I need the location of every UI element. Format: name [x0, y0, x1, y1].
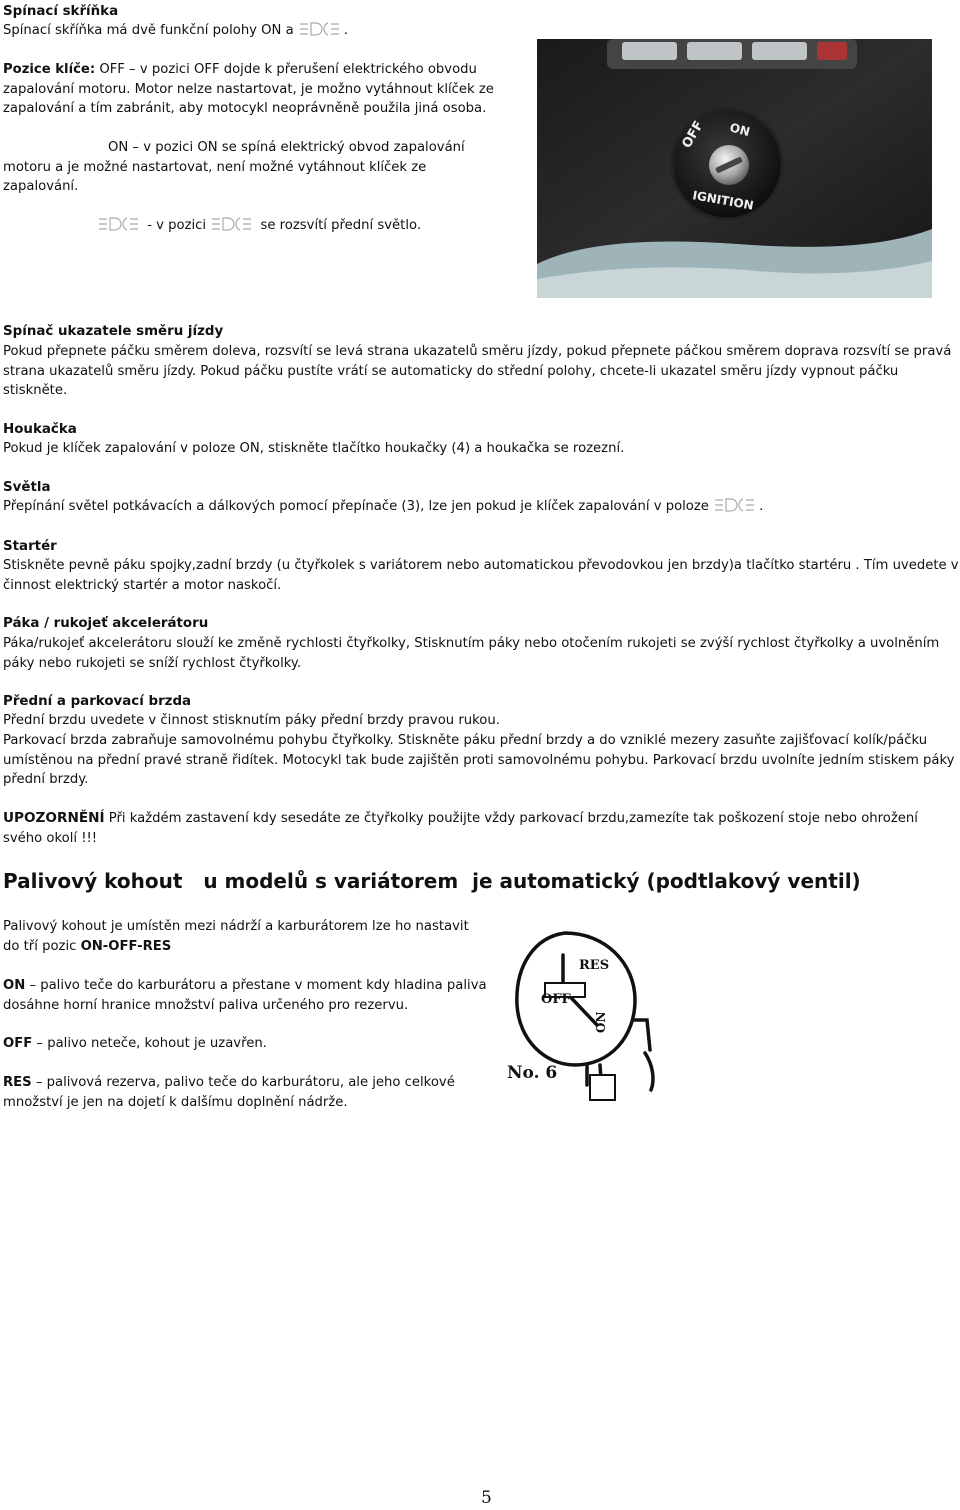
lights-text-end: .	[759, 499, 764, 514]
headlight-symbol-icon	[713, 497, 759, 513]
lights-text	[3, 497, 959, 517]
fuel-tap-figure	[505, 925, 670, 1115]
fuel-positions: ON-OFF-RES	[80, 938, 172, 954]
horn-heading: Houkačka	[3, 422, 77, 437]
page-number: 5	[481, 1488, 492, 1508]
lamp-paragraph	[97, 216, 421, 236]
switch-box-intro	[3, 21, 523, 41]
turn-signal-text: Pokud přepnete páčku směrem doleva, rozsvítí se levá strana ukazatelů směru jízdy, pokud přepnete páčkou směrem doprava rozsvítí se pravá strana ukazatelů směru jízdy. Pokud páčku pustíte vrátí se automaticky do střední polohy, chcete-li ukazatel směru jízdy vypnout páčku stiskněte.	[3, 344, 952, 399]
headlight-symbol-icon	[97, 216, 143, 232]
starter-text: Stiskněte pevně páku spojky,zadní brzdy (u čtyřkolek s variátorem nebo automatickou převodovkou jen brzdy)a tlačítko startéru . Tím uvedete v činnost elektrický startér a motor naskočí.	[3, 558, 959, 593]
starter-heading: Startér	[3, 539, 57, 554]
fuel-off-paragraph	[3, 1034, 493, 1054]
photo-label-ignition: IGNITION	[691, 188, 755, 213]
ignition-switch-photo	[537, 39, 932, 298]
throttle-heading: Páka / rukojeť akcelerátoru	[3, 616, 209, 631]
key-position-paragraph	[3, 60, 526, 119]
warning-text: Při každém zastavení kdy sesedáte ze čtyřkolky použijte vždy parkovací brzdu,zamezíte tak poškození stoje nebo ohrožení svého okolí !!!	[3, 811, 918, 846]
fuel-figure-off: OFF	[541, 992, 571, 1007]
photo-label-on: ON	[728, 120, 752, 140]
brakes-heading: Přední a parkovací brzda	[3, 694, 192, 709]
photo-label-off: OFF	[679, 118, 707, 151]
fuel-intro-text: Palivový kohout je umístěn mezi nádrží a karburátorem lze ho nastavit do tří pozic	[3, 919, 469, 954]
fuel-on-label: ON	[3, 978, 26, 993]
fuel-res-label: RES	[3, 1075, 32, 1090]
warning-label: UPOZORNĚNÍ	[3, 810, 105, 826]
fuel-res-paragraph	[3, 1073, 503, 1112]
fuel-figure-number: No. 6	[507, 1063, 558, 1083]
fuel-res-text: – palivová rezerva, palivo teče do karburátoru, ale jeho celkové množství je jen na dojetí k dalšímu doplnění nádrže.	[3, 1075, 455, 1110]
headlight-symbol-icon	[298, 21, 344, 37]
lamp-text-1: - v pozici	[147, 218, 207, 233]
lights-heading: Světla	[3, 480, 51, 495]
key-on-paragraph: ON – v pozici ON se spíná elektrický obvod zapalování motoru a je možné nastartovat, není možné vytáhnout klíček ze zapalování.	[3, 140, 465, 195]
brakes-text-parking: Parkovací brzda zabraňuje samovolnému pohybu čtyřkolky. Stiskněte páku přední brzdy a do vzniklé mezery zasuňte zajišťovací kolík/páčku umístěnou na přední pravé straně řidítek. Motocykl tak bude zajištěn proti samovolnému pohybu. Parkovací brzdu uvolníte jedním stiskem páky přední brzdy.	[3, 733, 955, 788]
lights-text-main: Přepínání světel potkávacích a dálkových pomocí přepínače (3), lze jen pokud je klíček zapalování v poloze	[3, 499, 714, 514]
fuel-on-paragraph	[3, 976, 493, 1015]
switch-box-heading: Spínací skříňka	[3, 4, 119, 19]
fuel-figure-res: RES	[579, 958, 610, 973]
warning-paragraph	[3, 809, 959, 848]
fuel-on-text: – palivo teče do karburátoru a přestane v moment kdy hladina paliva dosáhne horní hranice množství paliva určeného pro rezervu.	[3, 978, 487, 1013]
turn-signal-heading: Spínač ukazatele směru jízdy	[3, 324, 224, 339]
key-off-text: OFF – v pozici OFF dojde k přerušení elektrického obvodu zapalování motoru. Motor nelze nastartovat, je možno vytáhnout klíček ze zapalování a tím zabránit, aby motocykl neoprávněně použila jiná osoba.	[3, 62, 494, 117]
horn-text: Pokud je klíček zapalování v poloze ON, stiskněte tlačítko houkačky (4) a houkačka se rozezní.	[3, 441, 625, 456]
switch-box-intro-end: .	[343, 23, 349, 38]
fuel-off-label: OFF	[3, 1036, 33, 1051]
switch-box-intro-text: Spínací skříňka má dvě funkční polohy ON a	[3, 23, 298, 38]
fuel-off-text: – palivo neteče, kohout je uzavřen.	[32, 1036, 267, 1051]
key-position-label: Pozice klíče:	[3, 62, 96, 77]
fuel-figure-on: ON	[594, 1011, 608, 1033]
lamp-text-2: se rozsvítí přední světlo.	[260, 218, 422, 233]
fuel-heading: Palivový kohout u modelů s variátorem je automatický (podtlakový ventil)	[3, 869, 861, 893]
brakes-text-front: Přední brzdu uvedete v činnost stisknutím páky přední brzdy pravou rukou.	[3, 713, 500, 728]
headlight-symbol-icon	[210, 216, 256, 232]
fuel-intro	[3, 917, 473, 956]
throttle-text: Páka/rukojeť akcelerátoru slouží ke změně rychlosti čtyřkolky, Stisknutím páky nebo otočením rukojeti se zvýší rychlost čtyřkolky a uvolněním páky nebo rukojeti se sníží rychlost čtyřkolky.	[3, 636, 940, 671]
